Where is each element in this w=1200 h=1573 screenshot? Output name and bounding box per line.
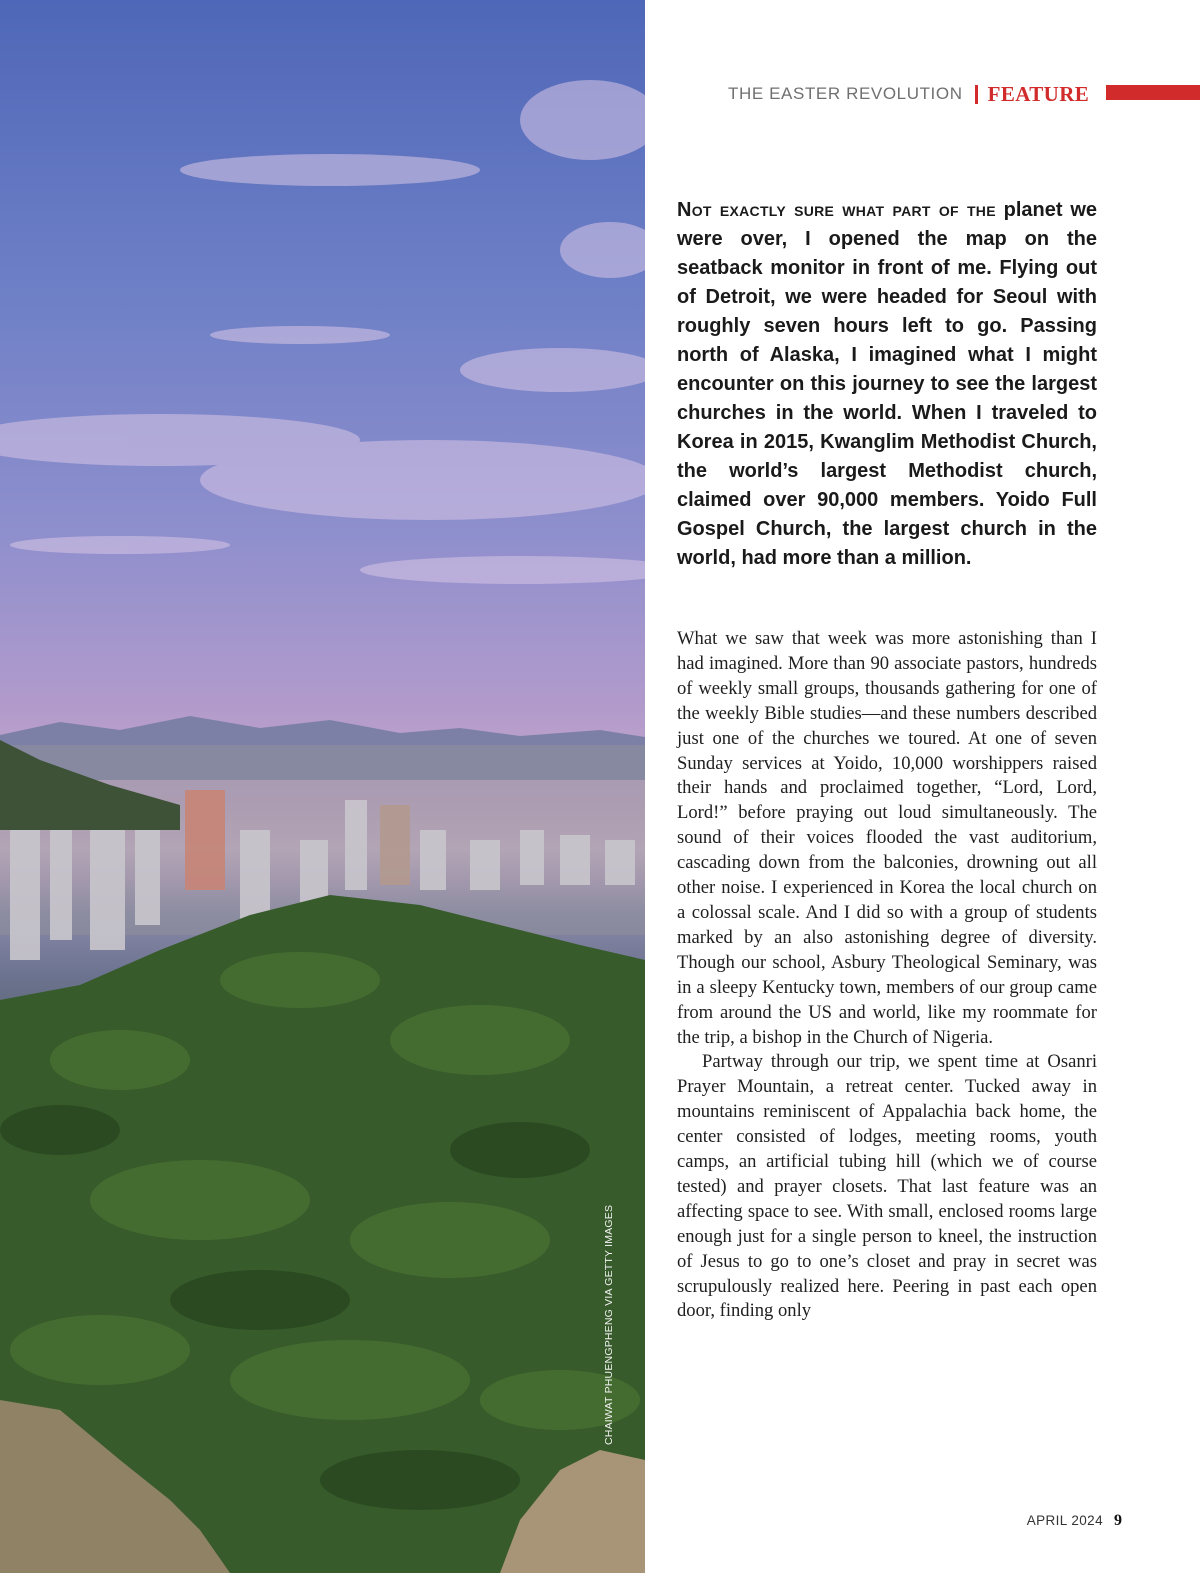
section-name: THE EASTER REVOLUTION	[728, 84, 963, 103]
running-head	[728, 82, 1089, 106]
issue-date: APRIL 2024	[1026, 1513, 1103, 1528]
intro-paragraph	[677, 196, 1097, 573]
cloud-shapes	[0, 80, 645, 584]
intro-lead-in: Not exactly sure what part of the	[677, 199, 996, 221]
page-footer	[1027, 1512, 1122, 1530]
body-paragraph: Partway through our trip, we spent time at Osanri Prayer Mountain, a retreat center. Tucked away in mountains reminiscent of Appalachia back home, the center consisted of lodges, meeting rooms, youth camps, an artificial tubing hill (which we of course tested) and prayer closets. That last feature was an affecting space to see. With small, enclosed rooms large enough just for a single person to kneel, the instruction of Jesus to go to one’s closet and pray in secret was scrupulously realized here. Peering in past each open door, finding only	[677, 1051, 1097, 1322]
section-label: FEATURE	[987, 81, 1090, 106]
body-paragraph: What we saw that week was more astonishing than I had imagined. More than 90 associate pastors, hundreds of weekly small groups, thousands gathering for one of the weekly Bible studies—and these numbers described just one of the churches we toured. At one of seven Sunday services at Yoido, 10,000 worshippers raised their hands and proclaimed together, “Lord, Lord, Lord!” before praying out loud simultaneously. The sound of their voices flooded the vast auditorium, cascading down from the balconies, drowning out all other noise. I experienced in Korea the local church on a colossal scale. And I did so with a group of students marked by an also astonishing degree of diversity. Though our school, Asbury Theological Seminary, was in a sleepy Kentucky town, members of our group came from around the US and world, like my roommate for the trip, a bishop in the Church of Nigeria.	[677, 628, 1097, 1048]
page-number: 9	[1114, 1512, 1122, 1529]
article-body	[677, 627, 1097, 1324]
header-divider	[975, 85, 978, 104]
photo-credit: CHAIWAT PHUENGPHENG VIA GETTY IMAGES	[603, 1204, 615, 1445]
intro-text: planet we were over, I opened the map on the seatback monitor in front of me. Flying out of Detroit, we were headed for Seoul with roughly seven hours left to go. Passing north of Alaska, I imagined what I might encounter on this journey to see the largest churches in the world. When I traveled to Korea in 2015, Kwanglim Methodist Church, the world’s largest Methodist church, claimed over 90,000 members. Yoido Full Gospel Church, the largest church in the world, had more than a million.	[677, 199, 1097, 569]
accent-bar	[1106, 85, 1200, 100]
